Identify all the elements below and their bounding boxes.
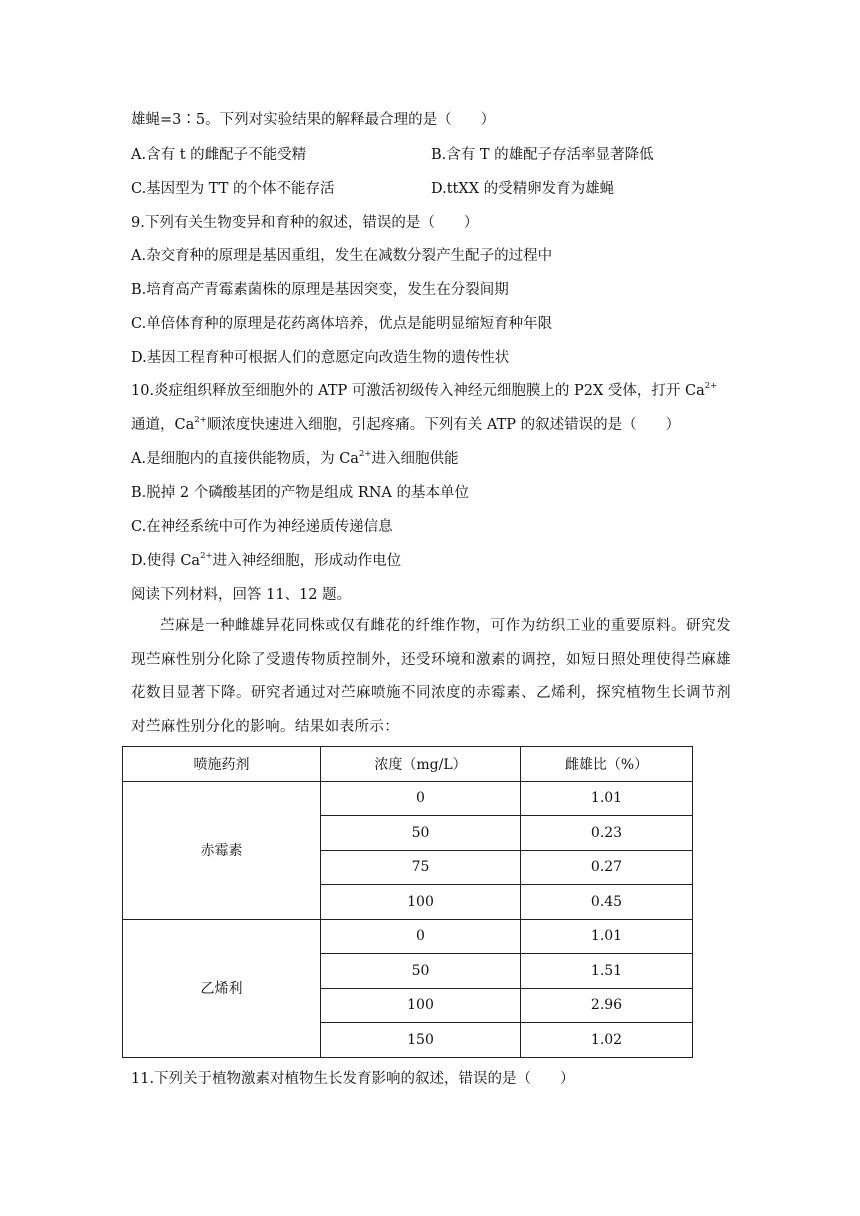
material-intro: 阅读下列材料，回答 11、12 题。: [131, 587, 352, 603]
q8-stem-tail: 雄蝇=3∶5。下列对实验结果的解释最合理的是（ ）: [131, 112, 496, 128]
q10-option-d-text2: 进入神经细胞，形成动作电位: [212, 553, 402, 569]
table-cell-ratio: 1.51: [521, 954, 693, 989]
material-paragraph: 苎麻是一种雌雄异花同株或仅有雌花的纤维作物，可作为纺织工业的重要原料。研究发现苎麻性别分化除了受遗传物质控制外，还受环境和激素的调控，如短日照处理使得苎麻雄花数目显著下降。研究者通过对苎麻喷施不同浓度的赤霉素、乙烯利，探究植物生长调节剂对苎麻性别分化的影响。结果如表所示：: [131, 618, 731, 735]
q10-option-a-text1: A.是细胞内的直接供能物质，为 Ca: [131, 451, 359, 467]
q9-stem: 9.下列有关生物变异和育种的叙述，错误的是（ ）: [131, 215, 479, 231]
q9-option-d: D.基因工程育种可根据人们的意愿定向改造生物的遗传性状: [131, 350, 510, 366]
q8-option-d: D.ttXX 的受精卵发育为雄蝇: [431, 181, 615, 197]
q9-option-c: C.单倍体育种的原理是花药离体培养，优点是能明显缩短育种年限: [131, 316, 553, 332]
q10-option-a-text2: 进入细胞供能: [371, 451, 459, 467]
table-cell-ratio: 0.27: [521, 850, 693, 885]
table-cell-concentration: 100: [321, 885, 521, 920]
q11-stem: 11.下列关于植物激素对植物生长发育影响的叙述，错误的是（ ）: [131, 1071, 575, 1087]
table-cell-ratio: 1.01: [521, 781, 693, 816]
superscript: 2+: [194, 415, 207, 425]
q9-option-b: B.培育高产青霉素菌株的原理是基因突变，发生在分裂间期: [131, 282, 509, 298]
table-cell-ratio: 0.45: [521, 885, 693, 920]
table-cell-concentration: 100: [321, 988, 521, 1023]
table-cell-ratio: 1.02: [521, 1023, 693, 1058]
table-cell-concentration: 50: [321, 954, 521, 989]
superscript: 2+: [358, 449, 372, 459]
table-cell-ratio: 2.96: [521, 988, 693, 1023]
table-header-ratio: 雌雄比（%）: [521, 747, 693, 782]
q10-stem-line2-b: 顺浓度快速进入细胞，引起疼痛。下列有关 ATP 的叙述错误的是（ ）: [206, 417, 681, 433]
q10-stem-line2-a: 通道，Ca: [131, 417, 195, 433]
table-agent-cell: 赤霉素: [123, 781, 321, 919]
q9-option-a: A.杂交育种的原理是基因重组，发生在减数分裂产生配子的过程中: [131, 248, 553, 264]
table-header-concentration: 浓度（mg/L）: [321, 747, 521, 782]
q10-option-c: C.在神经系统中可作为神经递质传递信息: [131, 519, 393, 535]
q10-stem-line1-text: 10.炎症组织释放至细胞外的 ATP 可激活初级传入神经元细胞膜上的 P2X 受体，打开 Ca: [131, 383, 705, 399]
q10-option-a: [131, 449, 458, 469]
q10-option-b: B.脱掉 2 个磷酸基团的产物是组成 RNA 的基本单位: [131, 485, 470, 501]
table-cell-concentration: 50: [321, 816, 521, 851]
table-cell-concentration: 150: [321, 1023, 521, 1058]
q8-option-a: A.含有 t 的雌配子不能受精: [131, 147, 307, 163]
table-agent-cell: 乙烯利: [123, 919, 321, 1057]
superscript: 2+: [200, 551, 213, 561]
results-table: [122, 746, 693, 1058]
table-header-agent: 喷施药剂: [123, 747, 321, 782]
q8-option-c: C.基因型为 TT 的个体不能存活: [131, 181, 335, 197]
q10-stem-line2: [131, 415, 680, 435]
table-cell-concentration: 0: [321, 781, 521, 816]
q10-option-d-text1: D.使得 Ca: [131, 553, 201, 569]
table-cell-ratio: 0.23: [521, 816, 693, 851]
table-cell-concentration: 75: [321, 850, 521, 885]
table-row: [123, 919, 693, 954]
table-cell-ratio: 1.01: [521, 919, 693, 954]
table-cell-concentration: 0: [321, 919, 521, 954]
superscript: 2+: [704, 381, 718, 391]
q8-option-b: B.含有 T 的雄配子存活率显著降低: [431, 147, 654, 163]
table-header-row: [123, 747, 693, 782]
q10-option-d: [131, 551, 401, 571]
q10-stem-line1: [131, 381, 717, 401]
table-row: [123, 781, 693, 816]
